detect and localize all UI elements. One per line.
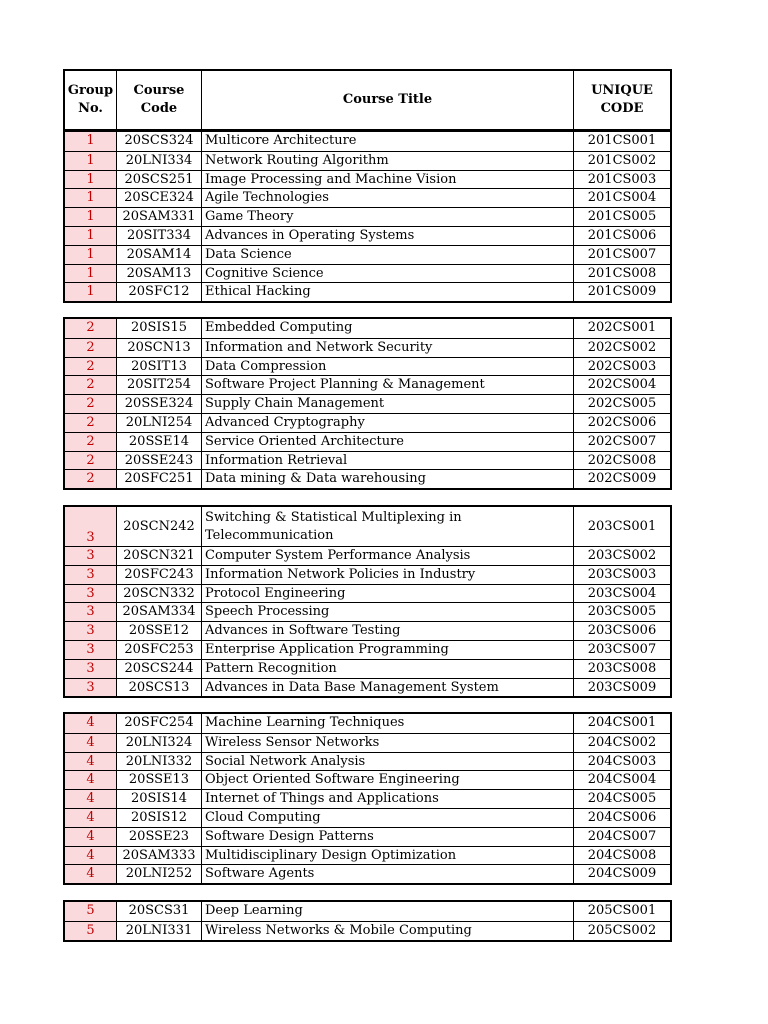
- table-row: [65, 282, 670, 301]
- course-title-cell: Software Agents: [202, 865, 574, 883]
- unique-code-cell: 204CS003: [587, 753, 657, 769]
- table-row: [65, 659, 670, 678]
- course-title-cell: Deep Learning: [202, 902, 574, 921]
- course-code-cell: 20SFC254: [117, 714, 202, 733]
- table-row: [65, 770, 670, 789]
- unique-code-cell: 203CS005: [587, 604, 657, 620]
- course-code-cell: 20SIT334: [117, 227, 202, 245]
- group-number-cell: 3: [65, 679, 117, 697]
- unique-code-cell: 202CS007: [587, 433, 657, 449]
- group-number-cell: 4: [65, 847, 117, 865]
- course-title-cell: Ethical Hacking: [202, 283, 574, 301]
- course-code-cell: 20SIS14: [117, 790, 202, 808]
- table-row: [65, 357, 670, 376]
- table-row: [65, 170, 670, 189]
- course-title-cell: Internet of Things and Applications: [202, 790, 574, 808]
- table-row: [65, 584, 670, 603]
- course-code-cell: 20LNI332: [117, 753, 202, 771]
- course-title-cell: Computer System Performance Analysis: [202, 547, 574, 565]
- course-title-cell: Object Oriented Software Engineering: [202, 771, 574, 789]
- course-code-cell: 20SSE12: [117, 622, 202, 640]
- group-number-cell: 5: [65, 922, 117, 940]
- unique-code-cell: 201CS001: [587, 133, 657, 148]
- unique-code-cell: 204CS009: [587, 866, 657, 882]
- table-row: [65, 602, 670, 621]
- group-number-cell: 3: [65, 507, 117, 546]
- course-code-cell: 20LNI334: [117, 152, 202, 170]
- table-row: [65, 621, 670, 640]
- group-number-cell: 3: [65, 547, 117, 565]
- group-number-cell: 3: [65, 585, 117, 603]
- group-number-cell: 4: [65, 771, 117, 789]
- table-row: [65, 132, 670, 151]
- course-code-cell: 20SCS251: [117, 171, 202, 189]
- table-row: [65, 226, 670, 245]
- course-code-cell: 20SIS12: [117, 809, 202, 827]
- course-code-cell: 20SAM334: [117, 603, 202, 621]
- course-code-cell: 20SSE23: [117, 828, 202, 846]
- course-title-cell: Cognitive Science: [202, 265, 574, 283]
- unique-code-cell: 204CS007: [587, 828, 657, 844]
- table-row: [65, 827, 670, 846]
- course-code-cell: 20SSE324: [117, 395, 202, 413]
- unique-code-cell: 204CS008: [587, 847, 657, 863]
- unique-code-cell: 204CS004: [587, 772, 657, 788]
- group-number-cell: 2: [65, 433, 117, 451]
- unique-code-cell: 203CS006: [587, 623, 657, 639]
- group-number-cell: 1: [65, 246, 117, 264]
- course-title-cell: Advanced Cryptography: [202, 414, 574, 432]
- group-number-cell: 4: [65, 809, 117, 827]
- group-number-cell: 2: [65, 339, 117, 357]
- group-number-cell: 4: [65, 828, 117, 846]
- unique-code-cell: 203CS008: [587, 660, 657, 676]
- unique-code-cell: 203CS003: [587, 566, 657, 582]
- course-title-cell: Service Oriented Architecture: [202, 433, 574, 451]
- course-title-cell: Wireless Networks & Mobile Computing: [202, 922, 574, 940]
- header-unique-code: UNIQUE CODE: [591, 83, 653, 116]
- course-code-cell: 20SIT254: [117, 376, 202, 394]
- course-code-cell: 20SCN242: [117, 507, 202, 546]
- unique-code-cell: 204CS001: [587, 715, 657, 730]
- course-title-cell: Software Project Planning & Management: [202, 376, 574, 394]
- course-code-cell: 20LNI324: [117, 734, 202, 752]
- unique-code-cell: 202CS005: [587, 396, 657, 412]
- course-title-cell: Protocol Engineering: [202, 585, 574, 603]
- course-code-cell: 20SCS13: [117, 679, 202, 697]
- table-row: [65, 546, 670, 565]
- unique-code-cell: 202CS001: [587, 320, 657, 335]
- group-number-cell: 2: [65, 470, 117, 488]
- unique-code-cell: 204CS005: [587, 791, 657, 807]
- course-title-cell: Embedded Computing: [202, 319, 574, 338]
- course-code-cell: 20SFC253: [117, 641, 202, 659]
- table-row: [65, 245, 670, 264]
- course-title-cell: Information Retrieval: [202, 452, 574, 470]
- group-number-cell: 1: [65, 171, 117, 189]
- course-code-cell: 20SCN332: [117, 585, 202, 603]
- group-number-cell: 2: [65, 395, 117, 413]
- table-row: [65, 733, 670, 752]
- course-title-cell: Supply Chain Management: [202, 395, 574, 413]
- course-group-5: [63, 900, 672, 942]
- group-number-cell: 1: [65, 265, 117, 283]
- table-row: [65, 864, 670, 883]
- unique-code-cell: 202CS003: [587, 358, 657, 374]
- course-code-cell: 20SSE14: [117, 433, 202, 451]
- course-code-cell: 20SAM14: [117, 246, 202, 264]
- table-row: [65, 469, 670, 488]
- unique-code-cell: 202CS008: [587, 452, 657, 468]
- course-title-cell: Data Science: [202, 246, 574, 264]
- table-row: [65, 714, 670, 733]
- group-number-cell: 1: [65, 152, 117, 170]
- group-number-cell: 1: [65, 283, 117, 301]
- group-number-cell: 1: [65, 227, 117, 245]
- course-title-cell: Pattern Recognition: [202, 660, 574, 678]
- course-title-cell: Image Processing and Machine Vision: [202, 171, 574, 189]
- unique-code-cell: 201CS004: [587, 190, 657, 206]
- header-group-no: Group No.: [65, 71, 117, 129]
- course-title-cell: Cloud Computing: [202, 809, 574, 827]
- table-row: [65, 565, 670, 584]
- course-title-cell: Multicore Architecture: [202, 132, 574, 151]
- unique-code-cell: 203CS002: [587, 548, 657, 563]
- table-row: [65, 451, 670, 470]
- unique-code-cell: 201CS007: [587, 246, 657, 262]
- group-number-cell: 2: [65, 414, 117, 432]
- course-code-cell: 20SCS324: [117, 132, 202, 151]
- course-code-cell: 20LNI252: [117, 865, 202, 883]
- course-title-cell: Advances in Operating Systems: [202, 227, 574, 245]
- unique-code-cell: 202CS004: [587, 377, 657, 393]
- course-code-cell: 20SCS31: [117, 902, 202, 921]
- course-code-cell: 20SIT13: [117, 358, 202, 376]
- group-number-cell: 3: [65, 566, 117, 584]
- course-code-cell: 20SAM331: [117, 208, 202, 226]
- table-row: [65, 921, 670, 940]
- table-row: [65, 640, 670, 659]
- unique-code-cell: 203CS001: [587, 519, 657, 534]
- course-code-cell: 20SIS15: [117, 319, 202, 338]
- course-group-2: [63, 317, 672, 490]
- course-code-cell: 20SCS244: [117, 660, 202, 678]
- course-group-3: [63, 505, 672, 698]
- group-number-cell: 1: [65, 189, 117, 207]
- course-title-cell: Advances in Software Testing: [202, 622, 574, 640]
- unique-code-cell: 201CS006: [587, 227, 657, 243]
- course-code-cell: 20SFC251: [117, 470, 202, 488]
- table-row: [65, 188, 670, 207]
- table-row: [65, 375, 670, 394]
- unique-code-cell: 201CS008: [587, 265, 657, 281]
- course-title-cell: Information Network Policies in Industry: [202, 566, 574, 584]
- course-group-4: [63, 712, 672, 885]
- course-code-cell: 20SFC12: [117, 283, 202, 301]
- table-header: [63, 69, 672, 131]
- course-code-cell: 20SSE13: [117, 771, 202, 789]
- course-title-cell: Machine Learning Techniques: [202, 714, 574, 733]
- table-row: [65, 413, 670, 432]
- course-code-cell: 20SCE324: [117, 189, 202, 207]
- unique-code-cell: 201CS002: [587, 152, 657, 168]
- group-number-cell: 4: [65, 790, 117, 808]
- course-code-cell: 20SFC243: [117, 566, 202, 584]
- unique-code-cell: 201CS005: [587, 209, 657, 225]
- course-title-cell: Social Network Analysis: [202, 753, 574, 771]
- group-number-cell: 3: [65, 641, 117, 659]
- course-title-cell: Advances in Data Base Management System: [202, 679, 574, 697]
- unique-code-cell: 202CS006: [587, 414, 657, 430]
- course-title-cell: Game Theory: [202, 208, 574, 226]
- group-number-cell: 4: [65, 865, 117, 883]
- unique-code-cell: 204CS002: [587, 734, 657, 750]
- header-course-title: Course Title: [202, 71, 574, 129]
- group-number-cell: 2: [65, 376, 117, 394]
- course-title-cell: Enterprise Application Programming: [202, 641, 574, 659]
- group-number-cell: 1: [65, 208, 117, 226]
- unique-code-cell: 202CS009: [587, 471, 657, 487]
- header-course-code: Course Code: [117, 71, 202, 129]
- unique-code-cell: 201CS003: [587, 171, 657, 187]
- course-code-cell: 20SAM13: [117, 265, 202, 283]
- table-row: [65, 432, 670, 451]
- unique-code-cell: 205CS002: [587, 922, 657, 938]
- table-row: [65, 507, 670, 546]
- unique-code-cell: 203CS004: [587, 585, 657, 601]
- group-number-cell: 5: [65, 902, 117, 921]
- unique-code-cell: 204CS006: [587, 809, 657, 825]
- course-code-cell: 20SAM333: [117, 847, 202, 865]
- group-number-cell: 1: [65, 132, 117, 151]
- course-code-cell: 20LNI331: [117, 922, 202, 940]
- course-group-1: [63, 130, 672, 303]
- course-title-cell: Speech Processing: [202, 603, 574, 621]
- table-row: [65, 902, 670, 921]
- course-code-cell: 20SCN13: [117, 339, 202, 357]
- course-title-cell: Multidisciplinary Design Optimization: [202, 847, 574, 865]
- unique-code-cell: 201CS009: [587, 284, 657, 300]
- table-row: [65, 808, 670, 827]
- group-number-cell: 3: [65, 660, 117, 678]
- course-title-cell: Data mining & Data warehousing: [202, 470, 574, 488]
- course-code-cell: 20SCN321: [117, 547, 202, 565]
- group-number-cell: 2: [65, 319, 117, 338]
- course-title-cell: Switching & Statistical Multiplexing in Telecommunication: [202, 507, 574, 546]
- table-row: [65, 319, 670, 338]
- group-number-cell: 4: [65, 714, 117, 733]
- table-row: [65, 678, 670, 697]
- table-row: [65, 264, 670, 283]
- unique-code-cell: 205CS001: [587, 903, 657, 918]
- group-number-cell: 2: [65, 358, 117, 376]
- course-code-cell: 20SSE243: [117, 452, 202, 470]
- unique-code-cell: 203CS009: [587, 679, 657, 695]
- table-row: [65, 846, 670, 865]
- table-row: [65, 789, 670, 808]
- unique-code-cell: 203CS007: [587, 641, 657, 657]
- group-number-cell: 3: [65, 603, 117, 621]
- course-title-cell: Software Design Patterns: [202, 828, 574, 846]
- course-code-cell: 20LNI254: [117, 414, 202, 432]
- table-row: [65, 151, 670, 170]
- table-row: [65, 207, 670, 226]
- course-title-cell: Wireless Sensor Networks: [202, 734, 574, 752]
- group-number-cell: 3: [65, 622, 117, 640]
- course-title-cell: Agile Technologies: [202, 189, 574, 207]
- course-title-cell: Data Compression: [202, 358, 574, 376]
- unique-code-cell: 202CS002: [587, 339, 657, 355]
- table-row: [65, 752, 670, 771]
- group-number-cell: 4: [65, 734, 117, 752]
- group-number-cell: 2: [65, 452, 117, 470]
- table-row: [65, 394, 670, 413]
- group-number-cell: 4: [65, 753, 117, 771]
- course-title-cell: Information and Network Security: [202, 339, 574, 357]
- course-title-cell: Network Routing Algorithm: [202, 152, 574, 170]
- table-row: [65, 338, 670, 357]
